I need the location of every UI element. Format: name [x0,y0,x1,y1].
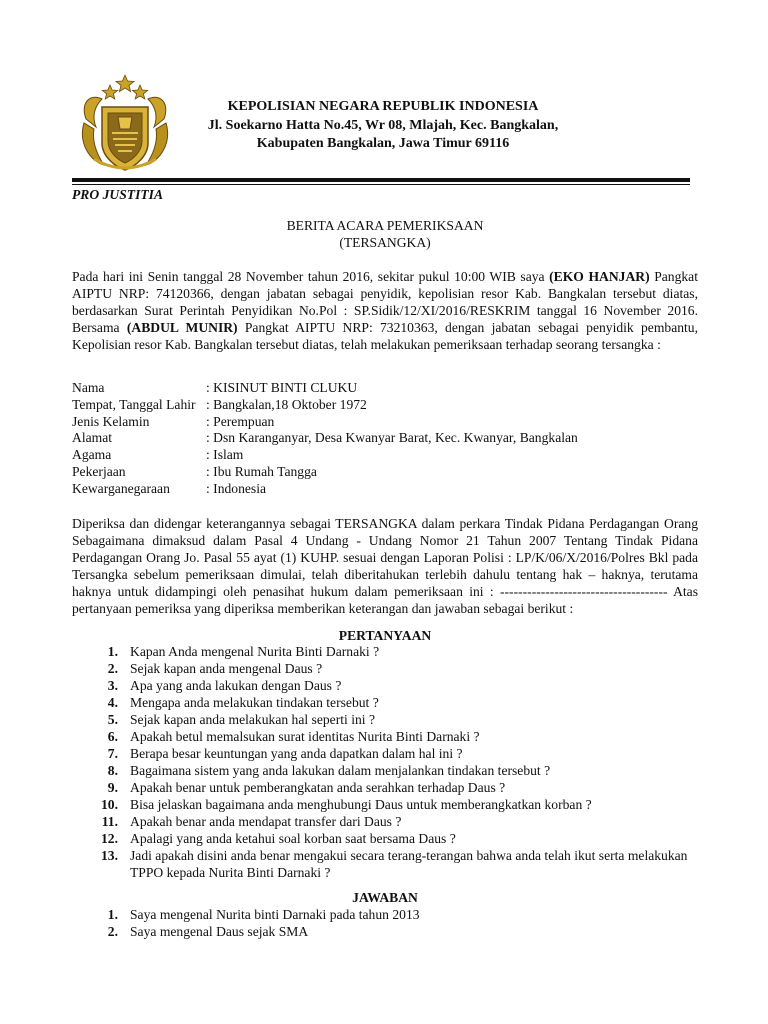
list-item [72,728,698,745]
investigator-name: (EKO HANJAR) [549,269,650,284]
list-item [72,762,698,779]
item-number: 2. [107,924,118,939]
institution-name: KEPOLISIAN NEGARA REPUBLIK INDONESIA [227,99,539,114]
item-number: 11. [101,814,118,829]
identity-value: : Perempuan [206,413,275,429]
item-number: 2. [107,661,118,676]
item-number: 5. [107,712,118,727]
item-number: 9. [107,780,118,795]
identity-value: : Indonesia [206,480,267,496]
item-number: 1. [107,907,118,922]
assistant-investigator-name: (ABDUL MUNIR) [126,320,238,335]
identity-value: : KISINUT BINTI CLUKU [206,380,358,395]
item-number: 3. [107,678,118,693]
identity-label: Jenis Kelamin [72,413,150,429]
pro-justitia-label: PRO JUSTITIA [72,187,164,202]
item-text: Apakah betul memalsukan surat identitas Nurita Binti Darnaki ? [130,729,480,744]
item-number: 8. [107,763,118,778]
answers-heading: JAWABAN [352,890,418,905]
intro-paragraph [72,268,698,353]
intro-text: Pangkat AIPTU NRP: 74120366, dengan jabatan sebagai penyidik, kepolisian resor Kab. Bangkalan tersebut diatas, berdasarkan Surat Perintah Penyidikan No.Pol : SP.Sidik/12/XI/2016/RESKRIM tanggal 16 November 2016. Bersama [72,269,698,335]
identity-row [72,463,578,480]
list-item [72,813,698,830]
item-number: 6. [107,729,118,744]
item-text: Sejak kapan anda melakukan hal seperti ini ? [130,712,375,727]
identity-label: Alamat [72,430,113,446]
police-emblem-logo [72,73,178,173]
identity-row [72,413,578,430]
title-line: BERITA ACARA PEMERIKSAAN [286,218,484,233]
identity-value: : Bangkalan,18 Oktober 1972 [206,396,367,412]
identity-row [72,480,578,497]
suspect-identity [72,379,578,497]
list-item [72,677,698,694]
header-divider-thin [72,184,690,185]
list-item [72,906,698,923]
list-item [72,779,698,796]
identity-row [72,396,578,413]
identity-value: : Ibu Rumah Tangga [206,463,317,479]
letterhead [170,98,596,154]
item-text: Apakah benar anda mendapat transfer dari Daus ? [130,814,402,829]
star-icon [102,75,147,99]
identity-value: : Dsn Karanganyar, Desa Kwanyar Barat, Kec. Kwanyar, Bangkalan [206,430,578,446]
list-item [72,796,698,813]
list-item [72,830,698,847]
item-text: Bisa jelaskan bagaimana anda menghubungi Daus untuk memberangkatkan korban ? [130,797,592,812]
item-text: Sejak kapan anda mengenal Daus ? [130,661,323,676]
item-text: Saya mengenal Nurita binti Darnaki pada tahun 2013 [130,907,420,922]
item-text: Bagaimana sistem yang anda lakukan dalam menjalankan tindakan tersebut ? [130,763,551,778]
header-divider [72,178,690,182]
identity-label: Kewarganegaraan [72,480,170,496]
item-text: Kapan Anda mengenal Nurita Binti Darnaki ? [130,644,380,659]
identity-row [72,446,578,463]
item-text: Jadi apakah disini anda benar mengakui secara terang-terangan bahwa anda telah ikut serta melakukan TPPO kepada Nurita Binti Darnaki ? [130,848,688,880]
list-item [72,745,698,762]
item-text: Apakah benar untuk pemberangkatan anda serahkan terhadap Daus ? [130,780,506,795]
item-text: Mengapa anda melakukan tindakan tersebut ? [130,695,379,710]
document-title [72,217,698,251]
list-item [72,847,698,881]
list-item [72,643,698,660]
item-number: 1. [107,644,118,659]
identity-row [72,429,578,446]
questions-heading: PERTANYAAN [338,628,432,643]
identity-label: Nama [72,380,105,395]
address-line: Kabupaten Bangkalan, Jawa Timur 69116 [256,136,510,151]
item-text: Apalagi yang anda ketahui soal korban saat bersama Daus ? [130,831,456,846]
item-number: 10. [101,797,118,812]
item-number: 4. [107,695,118,710]
identity-label: Pekerjaan [72,463,126,479]
item-text: Apa yang anda lakukan dengan Daus ? [130,678,342,693]
list-item [72,694,698,711]
title-subline: (TERSANGKA) [339,235,431,250]
identity-row [72,379,578,396]
identity-label: Tempat, Tanggal Lahir [72,396,196,412]
item-number: 13. [101,848,118,863]
address-line: Jl. Soekarno Hatta No.45, Wr 08, Mlajah, Kec. Bangkalan, [207,117,559,133]
identity-value: : Islam [206,447,244,463]
item-number: 12. [101,831,118,846]
questions-list [72,643,698,881]
list-item [72,711,698,728]
list-item [72,923,698,940]
item-text: Saya mengenal Daus sejak SMA [130,924,309,939]
item-text: Berapa besar keuntungan yang anda dapatkan dalam hal ini ? [130,746,463,761]
identity-label: Agama [72,447,112,463]
intro-text: Pangkat AIPTU NRP: 73210363, dengan jabatan sebagai penyidik pembantu, Kepolisian resor Kab. Bangkalan tersebut diatas, telah melakukan pemeriksaan terhadap seorang tersangka : [72,320,698,352]
item-number: 7. [107,746,118,761]
intro-text: Pada hari ini Senin tanggal 28 November tahun 2016, sekitar pukul 10:00 WIB saya [72,269,550,284]
list-item [72,660,698,677]
answers-list [72,906,698,940]
examination-paragraph: Diperiksa dan didengar keterangannya sebagai TERSANGKA dalam perkara Tindak Pidana Perdagangan Orang Sebagaimana dimaksud dalam Pasal 4 Undang - Undang Nomor 21 Tahun 2007 Tentang Tindak Pidana Perdagangan Orang Jo. Pasal 55 ayat (1) KUHP. sesuai dengan Laporan Polisi : LP/K/06/X/2016/Polres Bkl pada Tersangka sebelum pemeriksaan dimulai, telah diberitahukan terlebih dahulu tentang hak – haknya, terutama haknya untuk didampingi oleh penasihat hukum dalam pemeriksaan ini : ------------------------------------- Atas pertanyaan pemeriksa yang diperiksa memberikan keterangan dan jawaban sebagai berikut : [72,516,698,616]
